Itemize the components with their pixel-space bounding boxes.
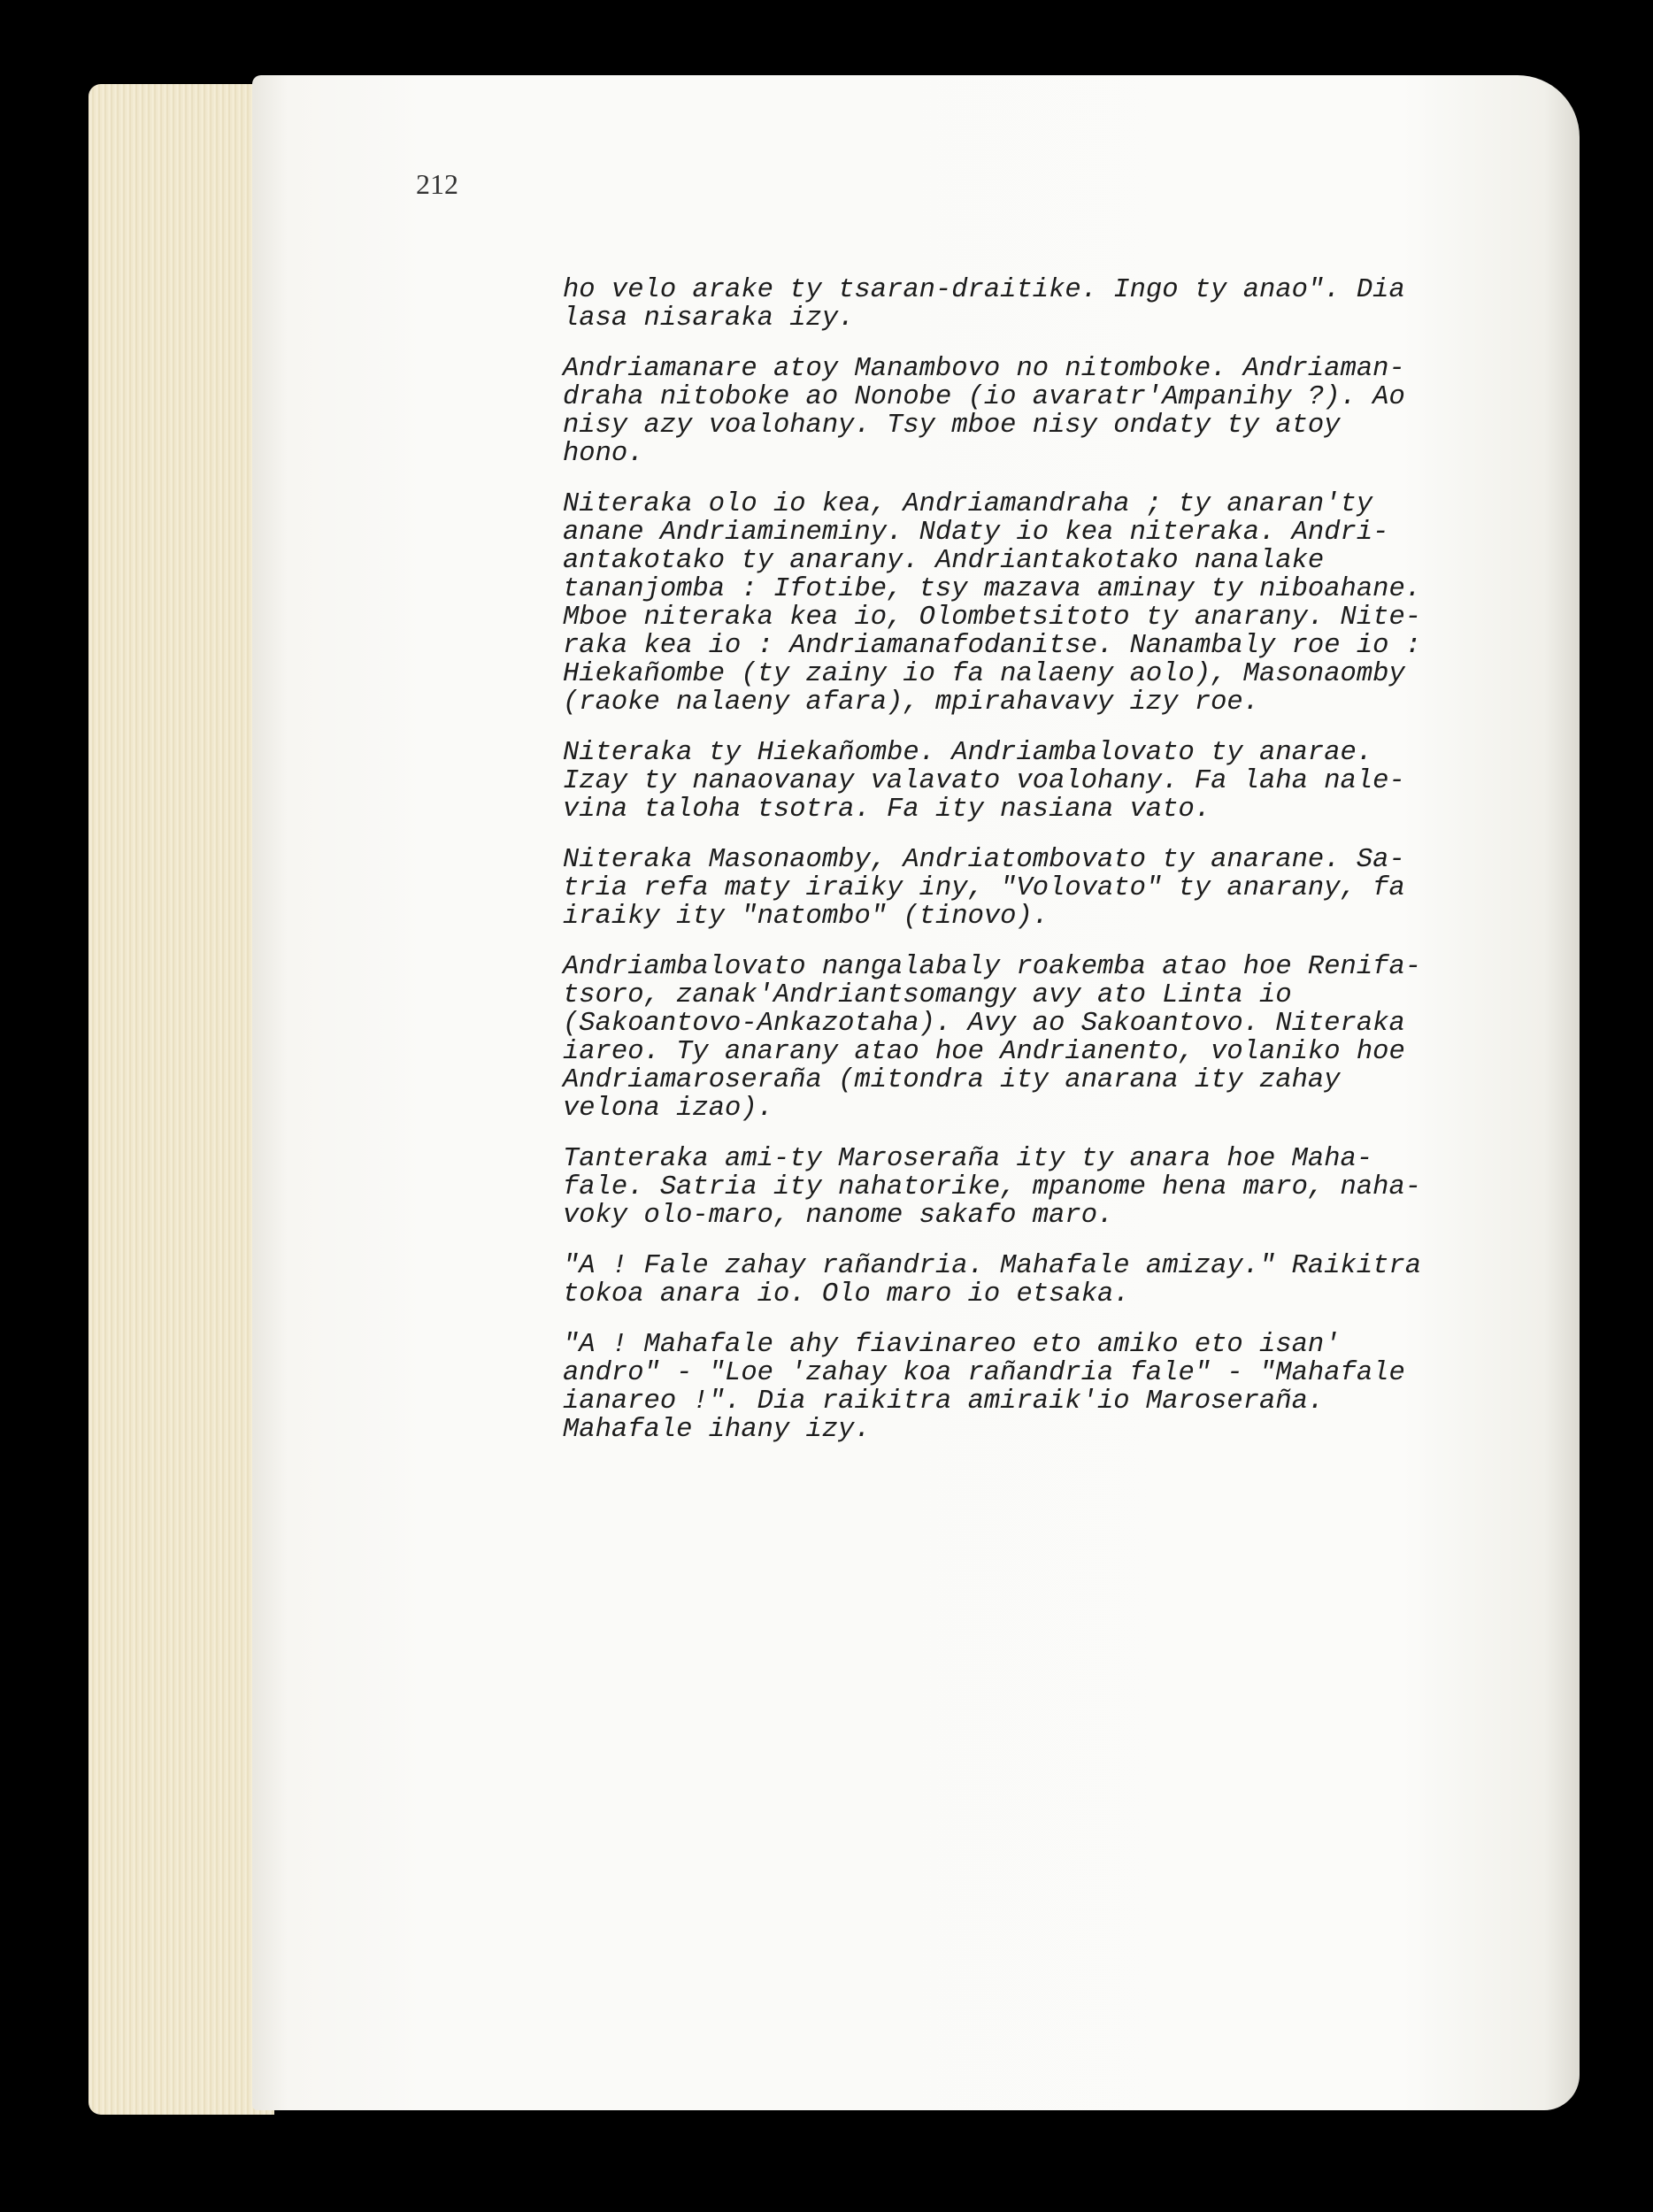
page-number: 212 bbox=[416, 168, 458, 200]
paragraph: Niteraka olo io kea, Andriamandraha ; ty anaran'ty anane Andriamineminy. Ndaty io kea niteraka. Andri- antakotako ty anarany. Andriantakotako nanalake tananjomba : Ifotibe, tsy mazava aminay ty niboahane. Mboe niteraka kea io, Olombetsitoto ty anarany. Nite- raka kea io : Andriamanafodanitse. Nanambaly roe io : Hiekañombe (ty zainy io fa nalaeny aolo), Masonaomby (raoke nalaeny afara), mpirahavavy izy roe. bbox=[563, 489, 1422, 718]
paragraph: ho velo arake ty tsaran-draitike. Ingo ty anao". Dia lasa nisaraka izy. bbox=[563, 275, 1405, 334]
paragraph: Tanteraka ami-ty Maroseraña ity ty anara hoe Maha- fale. Satria ity nahatorike, mpanome hena maro, naha- voky olo-maro, nanome sakafo maro. bbox=[563, 1144, 1422, 1231]
paragraph: "A ! Mahafale ahy fiavinareo eto amiko eto isan' andro" - "Loe 'zahay koa rañandria fale" - "Mahafale ianareo !". Dia raikitra amiraik'io Maroseraña. Mahafale ihany izy. bbox=[563, 1330, 1405, 1445]
paragraph: "A ! Fale zahay rañandria. Mahafale amizay." Raikitra tokoa anara io. Olo maro io etsaka. bbox=[563, 1251, 1422, 1310]
paragraph: Andriambalovato nangalabaly roakemba atao hoe Renifa- tsoro, zanak'Andriantsomangy avy ato Linta io (Sakoantovo-Ankazotaha). Avy ao Sakoantovo. Niteraka iareo. Ty anarany atao hoe Andrianento, volaniko hoe Andriamaroseraña (mitondra ity anarana ity zahay velona izao). bbox=[563, 952, 1422, 1124]
paragraph: Niteraka ty Hiekañombe. Andriambalovato ty anarae. Izay ty nanaovanay valavato voalohany. Fa laha nale- vina taloha tsotra. Fa ity nasiana vato. bbox=[563, 738, 1405, 825]
page-edges bbox=[88, 84, 274, 2115]
paragraph: Andriamanare atoy Manambovo no nitomboke. Andriaman- draha nitoboke ao Nonobe (io avaratr'Ampanihy ?). Ao nisy azy voalohany. Tsy mboe nisy ondaty ty atoy hono. bbox=[563, 354, 1405, 469]
body-text bbox=[563, 276, 1465, 1466]
paragraph: Niteraka Masonaomby, Andriatombovato ty anarane. Sa- tria refa maty iraiky iny, "Volovato" ty anarany, fa iraiky ity "natombo" (tinovo). bbox=[563, 845, 1405, 932]
